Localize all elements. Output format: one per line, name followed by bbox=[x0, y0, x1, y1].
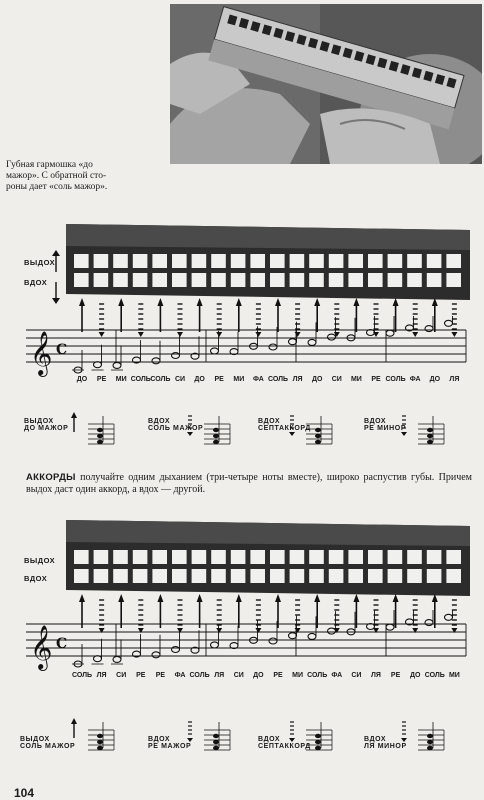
harmonica-diagram bbox=[58, 216, 478, 306]
chord-direction: ВЫДОХ bbox=[24, 418, 54, 425]
harmonica-photo bbox=[170, 4, 482, 164]
note-name: МИ bbox=[350, 376, 362, 383]
note-name: РЕ bbox=[371, 376, 381, 383]
harmonica-hole bbox=[133, 273, 148, 287]
blow-arrow-head bbox=[393, 594, 399, 602]
blow-arrow-head bbox=[197, 594, 203, 602]
blow-arrow-head bbox=[236, 298, 242, 306]
harmonica-hole bbox=[309, 254, 324, 268]
chord-note bbox=[213, 734, 219, 738]
note-name: ДО bbox=[194, 376, 205, 383]
harmonica-hole bbox=[270, 569, 285, 583]
chord-name: РЕ МАЖОР bbox=[148, 743, 192, 750]
draw-arrow-head bbox=[177, 628, 183, 633]
harmonica-hole bbox=[407, 273, 422, 287]
note-name: ДО bbox=[76, 376, 88, 383]
note-name: РЕ bbox=[155, 672, 166, 679]
note-head bbox=[308, 633, 316, 639]
chord-note bbox=[315, 434, 321, 438]
harmonica-hole bbox=[113, 273, 128, 287]
note-name: МИ bbox=[292, 672, 304, 679]
chord-note bbox=[315, 428, 321, 432]
harmonica-hole bbox=[152, 273, 167, 287]
chord-note bbox=[97, 734, 103, 738]
chord-note bbox=[427, 440, 433, 444]
harmonica-hole bbox=[250, 569, 265, 583]
chord-note bbox=[97, 434, 103, 438]
note-name: СИ bbox=[351, 672, 362, 679]
note-head bbox=[211, 642, 219, 648]
harmonica-hole bbox=[172, 254, 187, 268]
harmonica-hole bbox=[133, 550, 148, 564]
harmonica-hole bbox=[270, 550, 285, 564]
chord-notation-row bbox=[0, 716, 484, 772]
chord-name: СОЛЬ МАЖОР bbox=[20, 743, 76, 750]
blow-arrow-head bbox=[197, 298, 203, 306]
chord-note bbox=[97, 428, 103, 432]
note-name: МИ bbox=[115, 376, 127, 383]
harmonica-hole bbox=[133, 569, 148, 583]
note-name: СОЛЬ bbox=[307, 672, 328, 679]
harmonica-hole bbox=[388, 273, 403, 287]
harmonica-hole bbox=[74, 569, 89, 583]
harmonica-hole bbox=[388, 254, 403, 268]
page-number: 104 bbox=[14, 786, 35, 800]
chord-note bbox=[315, 746, 321, 750]
harmonica-hole bbox=[290, 569, 305, 583]
draw-arrow-head bbox=[412, 628, 418, 633]
blow-arrow-head bbox=[275, 594, 281, 602]
chords-paragraph bbox=[26, 472, 472, 496]
harmonica-hole bbox=[368, 273, 383, 287]
chord-note bbox=[213, 740, 219, 744]
harmonica-hole bbox=[270, 273, 285, 287]
note-name: МИ bbox=[448, 672, 460, 679]
note-head bbox=[152, 652, 160, 658]
note-name: СОЛЬ bbox=[267, 376, 289, 383]
caption-line: роны дает «соль мажор». bbox=[6, 182, 108, 192]
note-name: РЕ bbox=[390, 672, 401, 679]
draw-arrow-head bbox=[401, 432, 407, 436]
harmonica-hole bbox=[407, 254, 422, 268]
chord-name: ДО МАЖОР bbox=[24, 425, 69, 432]
blow-arrow-head bbox=[314, 298, 320, 306]
draw-arrow-head bbox=[138, 628, 144, 633]
draw-arrow-head bbox=[99, 628, 105, 633]
harmonica-hole bbox=[446, 273, 461, 287]
note-name: РЕ bbox=[273, 672, 283, 679]
harmonica-hole bbox=[329, 273, 344, 287]
breath-arrows bbox=[58, 594, 478, 634]
harmonica-hole bbox=[172, 569, 187, 583]
blow-arrow-head bbox=[393, 298, 399, 306]
harmonica-hole bbox=[309, 550, 324, 564]
note-name: ЛЯ bbox=[449, 376, 460, 383]
draw-label: ВДОХ bbox=[24, 278, 48, 287]
harmonica-diagram bbox=[58, 512, 478, 602]
note-head bbox=[172, 647, 180, 653]
draw-arrow-head bbox=[334, 332, 340, 337]
harmonica-hole bbox=[329, 254, 344, 268]
note-name: СИ bbox=[116, 672, 127, 679]
harmonica-hole bbox=[348, 273, 363, 287]
harmonica-hole bbox=[427, 254, 442, 268]
harmonica-hole bbox=[172, 550, 187, 564]
harmonica-hole bbox=[231, 569, 246, 583]
harmonica-hole bbox=[407, 550, 422, 564]
harmonica-hole bbox=[94, 273, 109, 287]
note-name: СИ bbox=[233, 672, 244, 679]
note-head bbox=[269, 638, 277, 644]
chord-direction: ВДОХ bbox=[148, 418, 171, 425]
note-name: ФА bbox=[409, 376, 421, 383]
draw-arrow-head bbox=[187, 432, 193, 436]
draw-arrow-head bbox=[216, 628, 222, 633]
harmonica-hole bbox=[427, 550, 442, 564]
note-head bbox=[308, 339, 316, 345]
chord-direction: ВДОХ bbox=[258, 418, 281, 425]
chord-note bbox=[315, 734, 321, 738]
draw-arrow-head bbox=[216, 332, 222, 337]
blow-arrow-head bbox=[118, 594, 124, 602]
harmonica-hole bbox=[309, 273, 324, 287]
blow-arrow-head bbox=[314, 594, 320, 602]
draw-arrow-head bbox=[99, 332, 105, 337]
draw-arrow-head bbox=[451, 332, 457, 337]
harmonica-hole bbox=[192, 254, 207, 268]
breath-arrows bbox=[58, 298, 478, 338]
note-head bbox=[289, 339, 297, 345]
note-name: ДО bbox=[409, 672, 421, 679]
draw-arrow-head bbox=[295, 332, 301, 337]
blow-arrow-head bbox=[79, 594, 85, 602]
blow-arrow-head bbox=[157, 594, 163, 602]
note-name: ДО bbox=[429, 376, 441, 383]
harmonica-hole bbox=[192, 273, 207, 287]
note-name: ФА bbox=[174, 672, 186, 679]
harmonica-hole bbox=[290, 254, 305, 268]
harmonica-hole bbox=[446, 550, 461, 564]
harmonica-hole bbox=[113, 254, 128, 268]
harmonica-hole bbox=[348, 254, 363, 268]
harmonica-hole bbox=[368, 569, 383, 583]
chord-notation-row bbox=[0, 410, 484, 460]
harmonica-hole bbox=[231, 273, 246, 287]
harmonica-hole bbox=[211, 273, 226, 287]
blow-arrow-head bbox=[275, 298, 281, 306]
draw-arrow-head bbox=[255, 628, 261, 633]
note-name: СОЛЬ bbox=[385, 376, 406, 383]
chord-direction: ВДОХ bbox=[364, 418, 387, 425]
harmonica-hole bbox=[211, 569, 226, 583]
draw-arrow-head bbox=[295, 628, 301, 633]
harmonica-hole bbox=[231, 254, 246, 268]
harmonica-hole bbox=[427, 273, 442, 287]
blow-arrow-head bbox=[71, 718, 77, 724]
chord-note bbox=[213, 746, 219, 750]
note-name: СИ bbox=[331, 376, 342, 383]
harmonica-hole bbox=[309, 569, 324, 583]
blow-arrow-head bbox=[353, 298, 359, 306]
chord-note bbox=[213, 440, 219, 444]
blow-arrow-head bbox=[79, 298, 85, 306]
note-name: ЛЯ bbox=[96, 672, 107, 679]
harmonica-hole bbox=[388, 569, 403, 583]
draw-arrow-head bbox=[138, 332, 144, 337]
chord-note bbox=[427, 746, 433, 750]
chord-direction: ВЫДОХ bbox=[20, 736, 50, 743]
draw-arrow-head bbox=[177, 332, 183, 337]
note-name: РЕ bbox=[214, 376, 224, 383]
harmonica-hole bbox=[192, 569, 207, 583]
blow-arrow-head bbox=[236, 594, 242, 602]
draw-arrow-head bbox=[401, 738, 407, 742]
note-name: СОЛЬ bbox=[424, 672, 445, 679]
chord-note bbox=[315, 740, 321, 744]
harmonica-hole bbox=[329, 569, 344, 583]
harmonica-hole bbox=[368, 254, 383, 268]
harmonica-hole bbox=[113, 550, 128, 564]
note-name: ЛЯ bbox=[371, 672, 381, 679]
draw-arrow-head bbox=[187, 738, 193, 742]
note-name: СОЛЬ bbox=[130, 376, 151, 383]
draw-arrow-head bbox=[451, 628, 457, 633]
blow-label: ВЫДОХ bbox=[24, 556, 56, 565]
note-head bbox=[152, 358, 160, 364]
chord-note bbox=[427, 428, 433, 432]
note-name: ЛЯ bbox=[214, 672, 225, 679]
paragraph-text: получайте одним дыханием (три-четыре ноты вместе), широко распустив губы. Причем выдох даст один аккорд, а вдох — другой. bbox=[26, 472, 472, 495]
harmonica-hole bbox=[270, 254, 285, 268]
blow-arrow-head bbox=[432, 594, 438, 602]
blow-arrow-head bbox=[353, 594, 359, 602]
note-head bbox=[94, 656, 102, 662]
time-signature: C bbox=[56, 342, 68, 358]
note-head bbox=[269, 344, 277, 350]
draw-arrow-head bbox=[255, 332, 261, 337]
chord-direction: ВДОХ bbox=[364, 736, 387, 743]
harmonica-hole bbox=[329, 550, 344, 564]
treble-clef: 𝄞 bbox=[30, 331, 53, 375]
harmonica-hole bbox=[250, 273, 265, 287]
harmonica-hole bbox=[113, 569, 128, 583]
note-name: ЛЯ bbox=[292, 376, 303, 383]
note-head bbox=[94, 362, 102, 368]
treble-clef: 𝄞 bbox=[30, 625, 53, 669]
harmonica-hole bbox=[74, 550, 89, 564]
chord-note bbox=[97, 740, 103, 744]
caption-line: Губная гармошка «до bbox=[6, 160, 93, 170]
harmonica-hole bbox=[172, 273, 187, 287]
chord-name: СЕПТАККОРД bbox=[258, 425, 311, 432]
chord-name: СОЛЬ МАЖОР bbox=[148, 425, 204, 432]
blow-arrow-head bbox=[71, 412, 77, 418]
harmonica-hole bbox=[427, 569, 442, 583]
harmonica-hole bbox=[231, 550, 246, 564]
harmonica-hole bbox=[152, 254, 167, 268]
note-name: РЕ bbox=[96, 376, 107, 383]
harmonica-hole bbox=[152, 550, 167, 564]
draw-arrow-head bbox=[289, 432, 295, 436]
harmonica-hole bbox=[446, 569, 461, 583]
photo-illustration bbox=[170, 4, 482, 164]
harmonica-hole bbox=[348, 569, 363, 583]
chord-note bbox=[427, 734, 433, 738]
time-signature: C bbox=[56, 636, 68, 652]
note-name: ДО bbox=[253, 672, 264, 679]
harmonica-hole bbox=[250, 550, 265, 564]
note-names-row bbox=[0, 376, 484, 388]
note-name: ДО bbox=[311, 376, 323, 383]
blow-arrow-head bbox=[432, 298, 438, 306]
chord-note bbox=[97, 746, 103, 750]
chord-note bbox=[213, 434, 219, 438]
caption-line: мажор». С обратной сто- bbox=[6, 171, 107, 181]
paragraph-lead: АККОРДЫ bbox=[26, 472, 76, 483]
blow-arrow-head bbox=[157, 298, 163, 306]
harmonica-hole bbox=[94, 550, 109, 564]
harmonica-hole bbox=[152, 569, 167, 583]
draw-arrow-head bbox=[412, 332, 418, 337]
harmonica-hole bbox=[94, 569, 109, 583]
harmonica-hole bbox=[388, 550, 403, 564]
chord-note bbox=[427, 434, 433, 438]
note-names-row bbox=[0, 672, 484, 684]
harmonica-hole bbox=[446, 254, 461, 268]
harmonica-hole bbox=[407, 569, 422, 583]
chord-direction: ВДОХ bbox=[258, 736, 281, 743]
harmonica-hole bbox=[348, 550, 363, 564]
chord-note bbox=[427, 740, 433, 744]
chord-name: СЕПТАККОРД bbox=[258, 743, 311, 750]
note-name: ФА bbox=[331, 672, 343, 679]
chord-name: ЛЯ МИНОР bbox=[364, 743, 407, 750]
chord-note bbox=[97, 440, 103, 444]
draw-arrow-head bbox=[289, 738, 295, 742]
chord-direction: ВДОХ bbox=[148, 736, 171, 743]
note-head bbox=[113, 362, 121, 368]
note-name: СОЛЬ bbox=[150, 376, 171, 383]
chord-name: РЕ МИНОР bbox=[364, 425, 407, 432]
chord-note bbox=[213, 428, 219, 432]
draw-arrow-head bbox=[373, 332, 379, 337]
note-name: ФА bbox=[252, 376, 264, 383]
note-head bbox=[211, 348, 219, 354]
harmonica-hole bbox=[133, 254, 148, 268]
note-name: СИ bbox=[174, 376, 186, 383]
harmonica-hole bbox=[74, 254, 89, 268]
harmonica-hole bbox=[94, 254, 109, 268]
draw-arrow-head bbox=[334, 628, 340, 633]
harmonica-hole bbox=[192, 550, 207, 564]
note-head bbox=[113, 656, 121, 662]
note-name: РЕ bbox=[136, 672, 146, 679]
note-head bbox=[172, 353, 180, 359]
harmonica-hole bbox=[368, 550, 383, 564]
harmonica-hole bbox=[250, 254, 265, 268]
note-name: СОЛЬ bbox=[71, 672, 93, 679]
chord-note bbox=[315, 440, 321, 444]
harmonica-hole bbox=[211, 254, 226, 268]
harmonica-hole bbox=[211, 550, 226, 564]
harmonica-hole bbox=[74, 273, 89, 287]
harmonica-hole bbox=[290, 273, 305, 287]
draw-label: ВДОХ bbox=[24, 574, 48, 583]
note-name: МИ bbox=[233, 376, 245, 383]
note-name: СОЛЬ bbox=[189, 672, 210, 679]
photo-caption bbox=[6, 160, 156, 193]
draw-arrow-head bbox=[373, 628, 379, 633]
harmonica-hole bbox=[290, 550, 305, 564]
blow-label: ВЫДОХ bbox=[24, 258, 56, 267]
blow-arrow-head bbox=[118, 298, 124, 306]
